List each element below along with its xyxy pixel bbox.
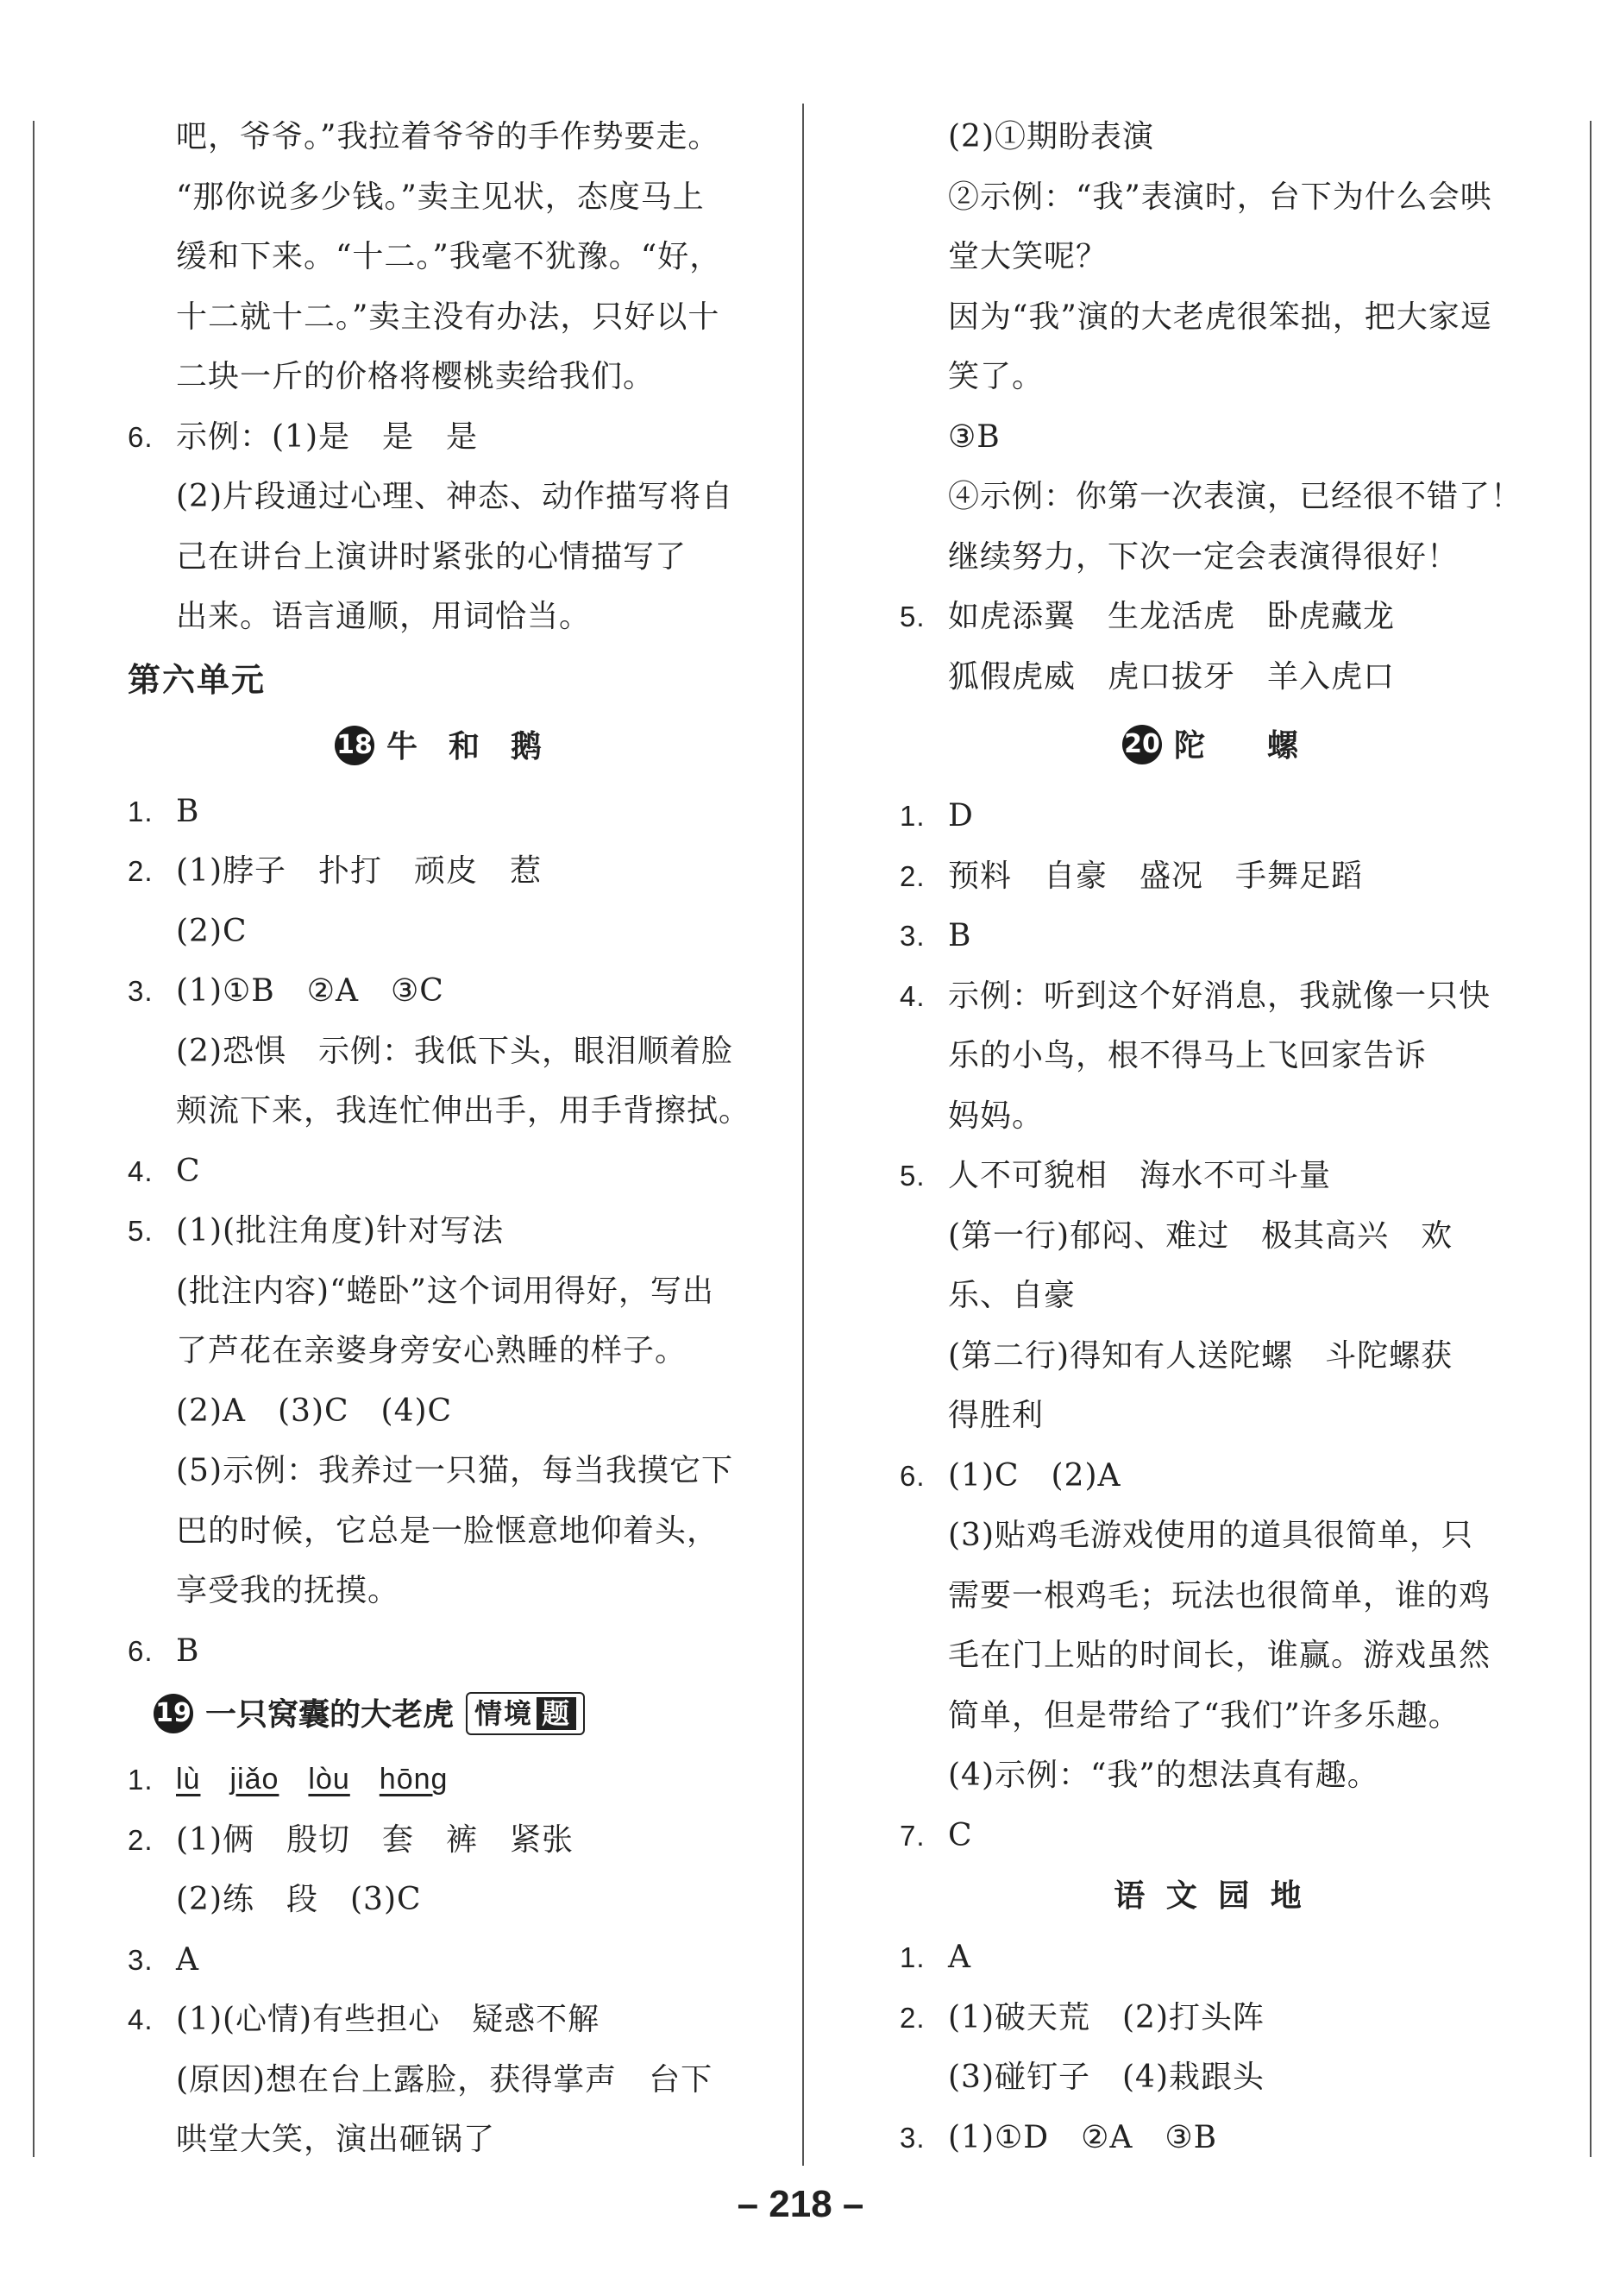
text-line: ④示例：你第一次表演，已经很不错了！ (948, 479, 1523, 514)
answer-text: C (948, 1817, 973, 1853)
text-line: (2)①期盼表演 (948, 119, 1154, 154)
answer-text: 享受我的抚摸。 (176, 1573, 400, 1608)
question-number: 1. (128, 1764, 154, 1796)
answer-text: (2)练 段 (3)C (176, 1882, 422, 1917)
answer-text: (5)示例：我养过一只猫，每当我摸它下 (176, 1453, 733, 1488)
answer-text: B (948, 918, 972, 953)
left-margin-rule (33, 121, 35, 2157)
answer-text: 需要一根鸡毛；玩法也很简单，谁的鸡 (948, 1577, 1491, 1613)
scenario-question-tag (466, 1692, 585, 1735)
answer-text: 出来。语言通顺，用词恰当。 (176, 599, 592, 634)
answer-text: (1)C (2)A (948, 1457, 1121, 1494)
tag-char: 境 (504, 1697, 534, 1730)
text-line: 笑了。 (948, 359, 1045, 394)
text-line: 因为“我”演的大老虎很笨拙，把大家逗 (948, 299, 1492, 335)
lesson-number-badge: 20 (1122, 725, 1162, 764)
question-number: 1. (128, 795, 154, 827)
question-number: 3. (128, 1943, 154, 1976)
tag-char: 题 (537, 1697, 576, 1730)
lesson-19-header (128, 1681, 749, 1750)
answer-text: B (176, 793, 200, 829)
answer-text: (1)①B ②A ③C (176, 973, 444, 1009)
pinyin: hōng (379, 1763, 449, 1796)
question-number: 3. (900, 2121, 926, 2154)
tag-char: 情 (474, 1697, 505, 1730)
answer-text: (3)贴鸡毛游戏使用的道具很简单，只 (948, 1518, 1473, 1553)
text-line: 吧，爷爷。”我拉着爷爷的手作势要走。 (176, 119, 720, 154)
answer-text: 颊流下来，我连忙伸出手，用手背擦拭。 (176, 1093, 751, 1129)
answer-text: C (176, 1153, 201, 1189)
lesson-title: 牛 和 鹅 (386, 728, 542, 764)
chinese-garden-title: 语 文 园 地 (1114, 1878, 1307, 1914)
question-number: 5. (900, 601, 926, 632)
lesson-number-badge: 19 (154, 1694, 193, 1733)
answer-text: 简单，但是带给了“我们”许多乐趣。 (948, 1697, 1460, 1733)
lesson-18-answers (128, 782, 749, 1682)
answer-text: 毛在门上贴的时间长，谁赢。游戏虽然 (948, 1638, 1491, 1673)
question-number: 1. (900, 800, 926, 832)
answer-text: (1)破天荒 (2)打头阵 (948, 1999, 1265, 2035)
text-line: 缓和下来。“十二。”我毫不犹豫。“好， (176, 239, 722, 274)
lesson-19-answers (128, 1750, 749, 2170)
question-number: 4. (128, 1154, 154, 1187)
answer-text: 巴的时候，它总是一脸惬意地仰着头， (176, 1513, 719, 1549)
text-line: “那你说多少钱。”卖主见状，态度马上 (176, 179, 705, 215)
answer-text: (1)(心情)有些担心 疑惑不解 (176, 2002, 600, 2037)
question-number: 5. (900, 1160, 926, 1192)
text-line: 继续努力，下次一定会表演得很好！ (948, 538, 1460, 575)
question-number: 4. (128, 2003, 154, 2035)
text-line: 十二就十二。”卖主没有办法，只好以十 (176, 299, 720, 335)
right-margin-rule (1590, 121, 1592, 2157)
answer-text: 乐的小鸟，根不得马上飞回家告诉 (948, 1038, 1428, 1073)
question-number: 6. (900, 1459, 926, 1492)
text-line: 堂大笑呢？ (948, 239, 1108, 274)
answer-text: 了芦花在亲婆身旁安心熟睡的样子。 (176, 1333, 687, 1368)
answer-text: 预料 自豪 盛况 手舞足蹈 (948, 858, 1364, 894)
answer-text: (1)(批注角度)针对写法 (176, 1213, 505, 1249)
lesson-20-header (900, 707, 1521, 786)
answer-text: (2)片段通过心理、神态、动作描写将自 (176, 479, 733, 514)
answer-text: (4)示例：“我”的想法真有趣。 (948, 1758, 1379, 1793)
answer-text: (批注内容)“蜷卧”这个词用得好，写出 (176, 1273, 714, 1309)
lesson-18-header (128, 713, 749, 782)
answer-text: (2)C (176, 913, 248, 949)
question-number: 2. (900, 2001, 926, 2034)
question-number: 4. (900, 979, 926, 1012)
answer-text: (1)俩 殷切 套 裤 紧张 (176, 1821, 574, 1858)
text-line: ③B (948, 418, 1001, 455)
question-number: 2. (128, 855, 154, 887)
pinyin: lòu (308, 1763, 350, 1796)
text-line: ②示例：“我”表演时，台下为什么会哄 (948, 179, 1492, 215)
question-6 (128, 407, 749, 647)
answer-text: A (176, 1941, 199, 1978)
lesson-20-answers (900, 786, 1521, 1865)
question-number: 2. (128, 1823, 154, 1856)
question-number: 3. (128, 975, 154, 1007)
answer-text: A (948, 1940, 971, 1975)
answer-text: 乐、自豪 (948, 1278, 1077, 1313)
answer-text: 哄堂大笑，演出砸锅了 (176, 2122, 496, 2157)
lesson-title: 陀 螺 (1173, 728, 1298, 764)
answer-text: B (176, 1632, 200, 1669)
answer-text: (1)①D ②A ③B (948, 2119, 1218, 2155)
answer-text: (第一行)郁闷、难过 极其高兴 欢 (948, 1217, 1453, 1254)
lesson-number-badge: 18 (335, 726, 374, 765)
answer-text: 示例：(1)是 是 是 (176, 418, 478, 455)
question-number: 1. (900, 1941, 926, 1973)
answer-text: 得胜利 (948, 1398, 1045, 1433)
garden-answers (900, 1928, 1521, 2167)
answer-text: (3)碰钉子 (4)栽跟头 (948, 2060, 1265, 2095)
question-number: 3. (900, 920, 926, 952)
pinyin: lù (176, 1763, 201, 1796)
question-number: 7. (900, 1819, 926, 1852)
left-column (128, 107, 749, 2170)
answer-text: (2)A (3)C (4)C (176, 1393, 453, 1429)
answer-text: (第二行)得知有人送陀螺 斗陀螺获 (948, 1337, 1453, 1374)
answer-text: 狐假虎威 虎口拔牙 羊入虎口 (948, 658, 1396, 695)
question-number: 6. (128, 1634, 154, 1667)
answer-text: 示例：听到这个好消息，我就像一只快 (948, 978, 1491, 1014)
question-number: 2. (900, 859, 926, 892)
unit-title: 第六单元 (128, 660, 267, 699)
right-column (900, 107, 1521, 2167)
pinyin: jiǎo (229, 1763, 279, 1796)
answer-text: (1)脖子 扑打 顽皮 惹 (176, 853, 542, 889)
answer-text: (2)恐惧 示例：我低下头，眼泪顺着脸 (176, 1033, 733, 1069)
page-number: – 218 – (737, 2183, 864, 2225)
answer-text: D (948, 798, 974, 833)
column-divider (802, 104, 804, 2166)
pinyin-answers (176, 1750, 477, 1810)
lesson-title: 一只窝囊的大老虎 (205, 1697, 455, 1733)
question-number: 5. (128, 1215, 154, 1247)
answer-text: 人不可貌相 海水不可斗量 (948, 1158, 1332, 1193)
answer-text: 如虎添翼 生龙活虎 卧虎藏龙 (948, 599, 1396, 634)
answer-text: (原因)想在台上露脸，获得掌声 台下 (176, 2061, 713, 2098)
answer-text: 妈妈。 (948, 1098, 1045, 1134)
question-number: 6. (128, 420, 154, 453)
answer-text: 己在讲台上演讲时紧张的心情描写了 (176, 538, 687, 575)
text-line: 二块一斤的价格将樱桃卖给我们。 (176, 359, 656, 394)
